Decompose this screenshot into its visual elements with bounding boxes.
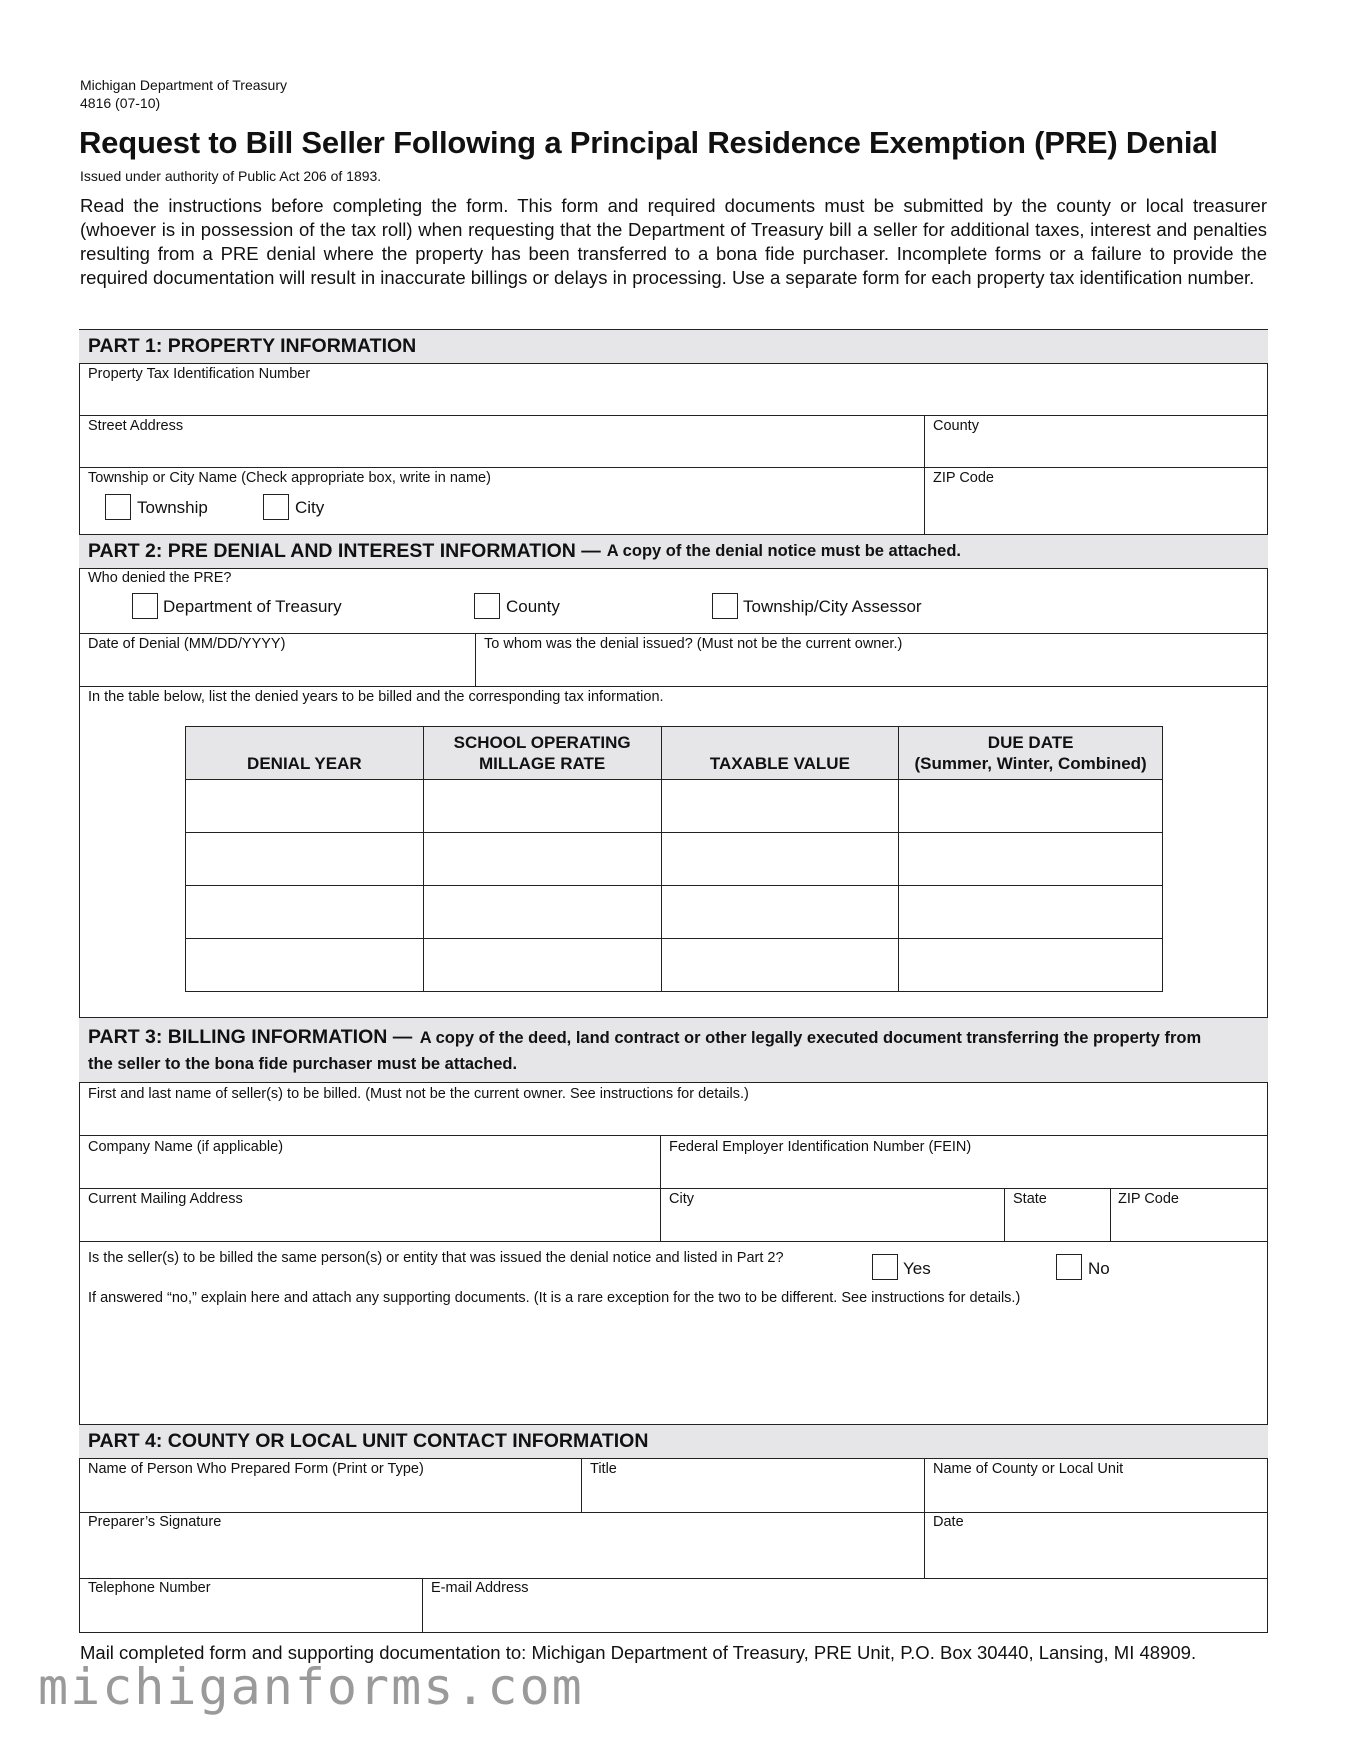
signature-field[interactable] <box>80 1532 923 1577</box>
millage-rate-cell[interactable] <box>423 833 661 886</box>
table-row <box>186 780 1163 833</box>
table-row <box>186 939 1163 992</box>
county-field[interactable] <box>926 436 1267 466</box>
telephone-field[interactable] <box>80 1598 421 1631</box>
zip-code-label: ZIP Code <box>933 470 994 486</box>
mailing-instructions: Mail completed form and supporting documentation to: Michigan Department of Treasury, PRE Unit, P.O. Box 30440, Lansing, MI 48909. <box>80 1642 1197 1663</box>
township-checkbox[interactable] <box>105 494 131 520</box>
denial-year-cell[interactable] <box>186 939 424 992</box>
intro-text: Read the instructions before completing the form. This form and required documents must be submitted by the county or local treasurer (whoever is in possession of the tax roll) when requesting that the Department of Treasury bill a seller for additional taxes, interest and penalties resulting from a PRE denial where the property has been transferred to a bona fide purchaser. Incomplete forms or a failure to provide the required documentation will result in inaccurate billings or delays in processing. Use a separate form for each property tax identification number. <box>80 195 1267 288</box>
preparer-title-field[interactable] <box>583 1479 923 1511</box>
treasury-checkbox[interactable] <box>132 593 158 619</box>
part3-header <box>79 1017 1268 1083</box>
yes-label: Yes <box>903 1259 931 1278</box>
township-option-label: Township <box>137 498 208 517</box>
agency-name: Michigan Department of Treasury <box>80 77 287 93</box>
millage-rate-cell[interactable] <box>423 886 661 939</box>
part3-subtitle-b: the seller to the bona fide purchaser must be attached. <box>88 1054 518 1073</box>
no-label: No <box>1088 1259 1110 1278</box>
denial-years-table <box>185 726 1163 992</box>
mailing-address-field[interactable] <box>80 1209 659 1239</box>
date-of-denial-field[interactable] <box>80 654 474 684</box>
form-number: 4816 (07-10) <box>80 95 161 111</box>
due-date-cell[interactable] <box>899 833 1163 886</box>
millage-rate-cell[interactable] <box>423 780 661 833</box>
explain-field[interactable] <box>80 1312 1267 1423</box>
treasury-option-label: Department of Treasury <box>163 597 342 616</box>
billing-city-label: City <box>669 1191 694 1207</box>
column-header-taxable-value: TAXABLE VALUE <box>661 727 899 780</box>
part4-title: PART 4: COUNTY OR LOCAL UNIT CONTACT INFORMATION <box>88 1430 649 1452</box>
state-field[interactable] <box>1006 1209 1109 1239</box>
county-label: County <box>933 418 979 434</box>
denial-year-cell[interactable] <box>186 886 424 939</box>
county-option-label: County <box>506 597 560 616</box>
billing-zip-field[interactable] <box>1112 1209 1267 1239</box>
seller-name-field[interactable] <box>80 1104 1267 1134</box>
yes-checkbox[interactable] <box>872 1254 898 1280</box>
pin-field[interactable] <box>80 383 1267 414</box>
denial-year-cell[interactable] <box>186 833 424 886</box>
part2-subtitle: A copy of the denial notice must be attached. <box>606 542 961 560</box>
part1-header <box>79 329 1268 364</box>
column-header-denial-year: DENIAL YEAR <box>186 727 424 780</box>
billing-city-field[interactable] <box>662 1209 1003 1239</box>
table-row <box>186 833 1163 886</box>
state-label: State <box>1013 1191 1047 1207</box>
column-header-due-date: DUE DATE (Summer, Winter, Combined) <box>899 727 1163 780</box>
taxable-value-cell[interactable] <box>661 780 899 833</box>
table-row <box>186 886 1163 939</box>
telephone-label: Telephone Number <box>88 1580 211 1596</box>
due-date-cell[interactable] <box>899 939 1163 992</box>
no-checkbox[interactable] <box>1056 1254 1082 1280</box>
taxable-value-cell[interactable] <box>661 886 899 939</box>
seller-name-label: First and last name of seller(s) to be billed. (Must not be the current owner. See instructions for details.) <box>88 1086 749 1102</box>
same-person-question: Is the seller(s) to be billed the same person(s) or entity that was issued the denial notice and listed in Part 2? <box>88 1250 784 1266</box>
part2-header <box>79 534 1268 569</box>
fein-label: Federal Employer Identification Number (FEIN) <box>669 1139 972 1155</box>
mailing-address-label: Current Mailing Address <box>88 1191 243 1207</box>
watermark: michiganforms.com <box>38 1658 584 1716</box>
fein-field[interactable] <box>662 1157 1267 1187</box>
due-date-cell[interactable] <box>899 886 1163 939</box>
email-field[interactable] <box>424 1598 1267 1631</box>
street-address-label: Street Address <box>88 418 184 434</box>
date-of-denial-label: Date of Denial (MM/DD/YYYY) <box>88 636 286 652</box>
zip-code-field[interactable] <box>926 488 1267 532</box>
table-intro: In the table below, list the denied years to be billed and the corresponding tax information. <box>88 689 664 705</box>
county-denial-checkbox[interactable] <box>474 593 500 619</box>
township-city-label: Township or City Name (Check appropriate box, write in name) <box>88 470 491 486</box>
who-denied-label: Who denied the PRE? <box>88 570 232 586</box>
taxable-value-cell[interactable] <box>661 833 899 886</box>
assessor-option-label: Township/City Assessor <box>743 597 922 616</box>
pin-label: Property Tax Identification Number <box>88 366 311 382</box>
column-header-millage-rate: SCHOOL OPERATING MILLAGE RATE <box>423 727 661 780</box>
authority-note: Issued under authority of Public Act 206 of 1893. <box>80 168 382 184</box>
denial-issued-to-label: To whom was the denial issued? (Must not be the current owner.) <box>484 636 903 652</box>
email-label: E-mail Address <box>431 1580 529 1596</box>
denial-year-cell[interactable] <box>186 780 424 833</box>
company-name-field[interactable] <box>80 1157 659 1187</box>
explain-label: If answered “no,” explain here and attach any supporting documents. (It is a rare exception for the two to be different. See instructions for details.) <box>88 1290 1021 1306</box>
assessor-checkbox[interactable] <box>712 593 738 619</box>
local-unit-field[interactable] <box>926 1479 1267 1511</box>
page-title: Request to Bill Seller Following a Principal Residence Exemption (PRE) Denial <box>79 125 1218 160</box>
signature-label: Preparer’s Signature <box>88 1514 222 1530</box>
preparer-name-field[interactable] <box>80 1479 580 1511</box>
preparer-name-label: Name of Person Who Prepared Form (Print or Type) <box>88 1461 424 1477</box>
part2-title: PART 2: PRE DENIAL AND INTEREST INFORMATION — <box>88 540 601 562</box>
denial-issued-to-field[interactable] <box>477 654 1267 684</box>
local-unit-label: Name of County or Local Unit <box>933 1461 1124 1477</box>
city-checkbox[interactable] <box>263 494 289 520</box>
city-option-label: City <box>295 498 325 517</box>
taxable-value-cell[interactable] <box>661 939 899 992</box>
part1-title: PART 1: PROPERTY INFORMATION <box>88 335 417 357</box>
company-name-label: Company Name (if applicable) <box>88 1139 284 1155</box>
part3-subtitle-a: A copy of the deed, land contract or other legally executed document transferring the property from <box>419 1028 1202 1047</box>
due-date-cell[interactable] <box>899 780 1163 833</box>
preparer-title-label: Title <box>590 1461 617 1477</box>
millage-rate-cell[interactable] <box>423 939 661 992</box>
billing-zip-label: ZIP Code <box>1118 1191 1179 1207</box>
sign-date-label: Date <box>933 1514 964 1530</box>
street-address-field[interactable] <box>80 436 923 466</box>
sign-date-field[interactable] <box>926 1532 1267 1577</box>
part3-title: PART 3: BILLING INFORMATION — <box>88 1025 413 1048</box>
part4-header <box>79 1424 1268 1459</box>
